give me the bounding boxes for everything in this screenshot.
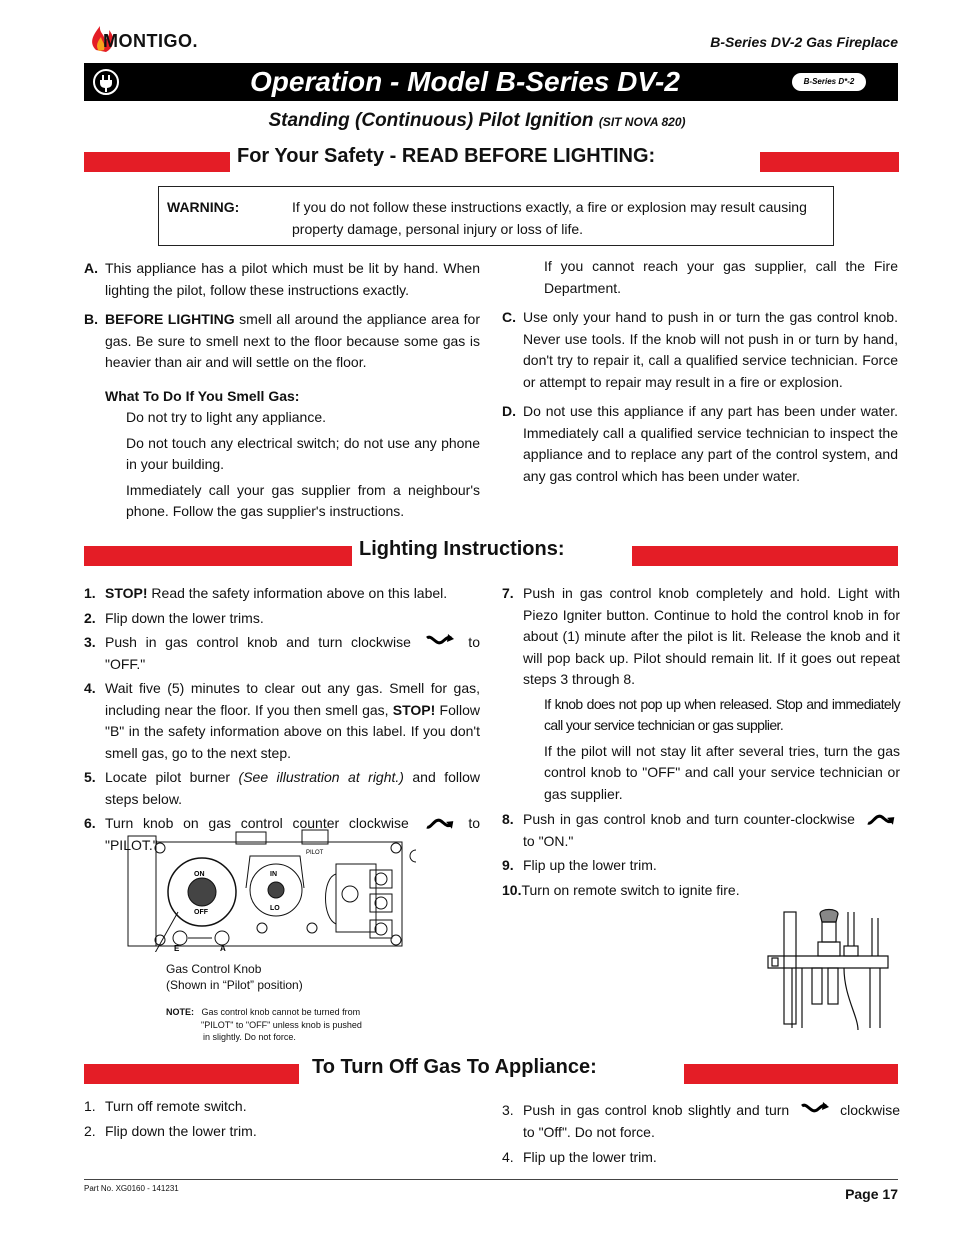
page-title: Operation - Model B-Series DV-2 [250,66,680,97]
section-bar-left [84,152,230,172]
step-number: 8. [502,811,514,827]
safety-item-a [84,258,480,301]
item-key: A. [84,260,98,276]
smell-item-text: Do not touch any electrical switch; do not use any phone in your building. [126,434,480,472]
valve-label-a: A [220,944,226,952]
counter-clockwise-arrow-icon [423,813,455,831]
step7-bullet-text: If knob does not pop up when released. Stop and immediately call your service technician or gas supplier. [544,695,900,733]
item-text: Flip up the lower trim. [523,1149,657,1165]
step-item [84,632,480,675]
document-title: B-Series DV-2 Gas Fireplace [710,34,898,50]
item-text: This appliance has a pilot which must be lit by hand. When lighting the pilot, follow these instructions exactly. [105,260,480,298]
step-number: 7. [502,585,514,601]
step-number: 1. [84,585,96,601]
step-number: 2. [84,609,96,626]
step-text: Turn on remote switch to ignite fire. [521,881,740,898]
before-lighting-label: BEFORE LIGHTING [105,311,235,327]
item-text: Flip down the lower trim. [105,1122,257,1139]
turn-off-right-column [502,1100,900,1172]
valve-label-in: IN [270,871,277,878]
step-item [502,583,900,691]
lighting-left-column [84,583,480,859]
turn-off-item [84,1096,480,1118]
step-number: 5. [84,769,96,785]
turn-off-heading: To Turn Off Gas To Appliance: [312,1056,597,1078]
valve-label-lo: LO [270,905,280,912]
step-item [84,583,480,605]
step7-bullet [502,741,900,806]
clockwise-arrow-icon [424,632,456,650]
subtitle-main: Standing (Continuous) Pilot Ignition [268,110,594,131]
brand-wordmark: MONTIGO. [103,31,198,51]
valve-label-on: ON [194,871,205,878]
item-number: 3. [502,1102,514,1118]
step-text: Read the safety information above on this label. [147,585,448,601]
smell-item-text: Immediately call your gas supplier from a neighbour's phone. Follow the gas supplier's instructions. [126,481,480,519]
subtitle-model: (SIT NOVA 820) [598,115,686,129]
counter-clockwise-arrow-icon [864,809,896,827]
smell-gas-block [84,386,480,523]
section-bar-left [84,1064,299,1084]
knob-caption-line1: Gas Control Knob [166,962,262,976]
warning-box [158,186,834,246]
turn-off-item [84,1121,480,1143]
step-text-after: to "OFF." [105,634,480,672]
knob-caption-line2: (Shown in “Pilot” position) [166,978,303,992]
item-text-after: clockwise to "Off". Do not force. [523,1102,900,1140]
smell-item-text: Do not try to light any appliance. [126,409,327,425]
safety-left-column [84,258,480,527]
safety-item-b [84,309,480,374]
step-text-after: to "PILOT." [105,815,480,853]
valve-label-pilot: PILOT [306,850,324,856]
stop-label: STOP! [392,701,436,718]
gas-valve-illustration [126,828,416,952]
footer-divider [84,1179,898,1180]
subtitle [0,110,954,132]
step-text-after: to "ON." [523,832,574,849]
warning-text: If you do not follow these instructions exactly, a fire or explosion may result causing property damage, personal injury or loss of life. [292,199,807,237]
stop-label: STOP! [105,585,148,601]
safety-item-d [502,401,898,487]
step-text: Push in gas control knob and turn clockwise [105,634,411,650]
item-number: 4. [502,1149,514,1165]
smell-item [105,407,480,429]
step-item [502,809,900,852]
valve-label-off: OFF [194,909,208,916]
lighting-heading: Lighting Instructions: [359,538,565,560]
turn-off-item [502,1147,900,1169]
turn-off-left-column [84,1096,480,1145]
warning-label: WARNING: [167,199,240,215]
smell-gas-heading: What To Do If You Smell Gas: [105,387,300,404]
step-text: Flip down the lower trims. [105,609,264,626]
item-text: Use only your hand to push in or turn the gas control knob. Never use tools. If the knob will not push in or turn by hand, don't try to repair it, call a qualified service technician. Force or attempt to repair may result in a fire or explosion. [523,309,898,390]
item-text: Do not use this appliance if any part has been under water. Immediately call a qualified service technician to inspect the appliance and to replace any part of the control system, and any gas control which has been under water. [523,403,898,484]
note-line: in slightly. Do not force. [203,1032,296,1042]
step-item [502,880,900,902]
knob-caption [166,961,303,993]
item-number: 1. [84,1098,96,1114]
part-number: Part No. XG0160 - 141231 [84,1184,179,1193]
item-key: D. [502,403,516,419]
step-text: Wait five (5) minutes to clear out any gas. Smell for gas, including near the floor. If you then smell gas, [105,680,480,718]
step-item [84,678,480,764]
step-text: and follow steps below. [105,769,480,807]
item-text: Turn off remote switch. [105,1098,247,1114]
section-bar-right [684,1064,898,1084]
step-number: 6. [84,815,96,831]
illustration-reference: (See illustration at right.) [238,769,404,785]
item-text: smell all around the appliance area for gas. Be sure to smell next to the floor because some gas is heavier than air and will settle on the floor. [105,311,480,370]
step-number: 4. [84,680,96,696]
section-bar-right [632,546,898,566]
step-number: 3. [84,634,96,650]
safety-right-column [502,256,898,495]
step-item [84,767,480,810]
item-key: C. [502,309,516,325]
item-key: B. [84,311,98,327]
step-text: Turn knob on gas control counter clockwise [105,815,409,831]
safety-item-c [502,307,898,393]
smell-item [502,256,898,299]
step-text: Push in gas control knob and turn counter-clockwise [523,811,855,827]
step-number: 9. [502,857,514,873]
plug-icon [92,68,120,96]
smell-item [105,480,480,523]
step-text: Push in gas control knob completely and hold. Light with Piezo Igniter button. Continue to hold the control knob in for about (1) minute after the pilot is lit. Release the knob and it will pop back up. Pilot should remain lit. If it goes out repeat steps 3 through 8. [523,585,900,687]
section-bar-right [760,152,899,172]
note-line: Gas control knob cannot be turned from [201,1007,361,1017]
smell-item-text: If you cannot reach your gas supplier, call the Fire Department. [544,258,898,296]
step7-bullet [502,694,900,737]
model-badge: B-Series D*-2 [792,73,866,91]
turn-off-item [502,1100,900,1143]
step7-bullet-text: If the pilot will not stay lit after several tries, turn the gas control knob to "OFF" and call your service technician or gas supplier. [544,742,900,802]
valve-label-e: E [174,944,180,952]
smell-item [105,433,480,476]
page-number: Page 17 [845,1186,898,1202]
item-text: Push in gas control knob slightly and turn [523,1102,790,1118]
clockwise-arrow-icon [799,1100,831,1118]
step-text: Follow "B" in the safety information above on this label. If you don't smell gas, go to the next step. [105,701,480,761]
section-bar-left [84,546,352,566]
step-text: Flip up the lower trim. [523,857,657,873]
knob-note [166,1006,426,1044]
safety-heading: For Your Safety - READ BEFORE LIGHTING: [237,145,656,167]
step-item [84,608,480,630]
note-line: "PILOT" to "OFF" unless knob is pushed [201,1019,362,1030]
step-number: 10. [502,881,522,898]
pilot-burner-illustration [764,906,894,1032]
step-item [502,855,900,877]
lighting-right-column [502,583,900,904]
item-number: 2. [84,1122,96,1139]
step-text: Locate pilot burner [105,769,239,785]
note-label: NOTE: [166,1007,194,1017]
